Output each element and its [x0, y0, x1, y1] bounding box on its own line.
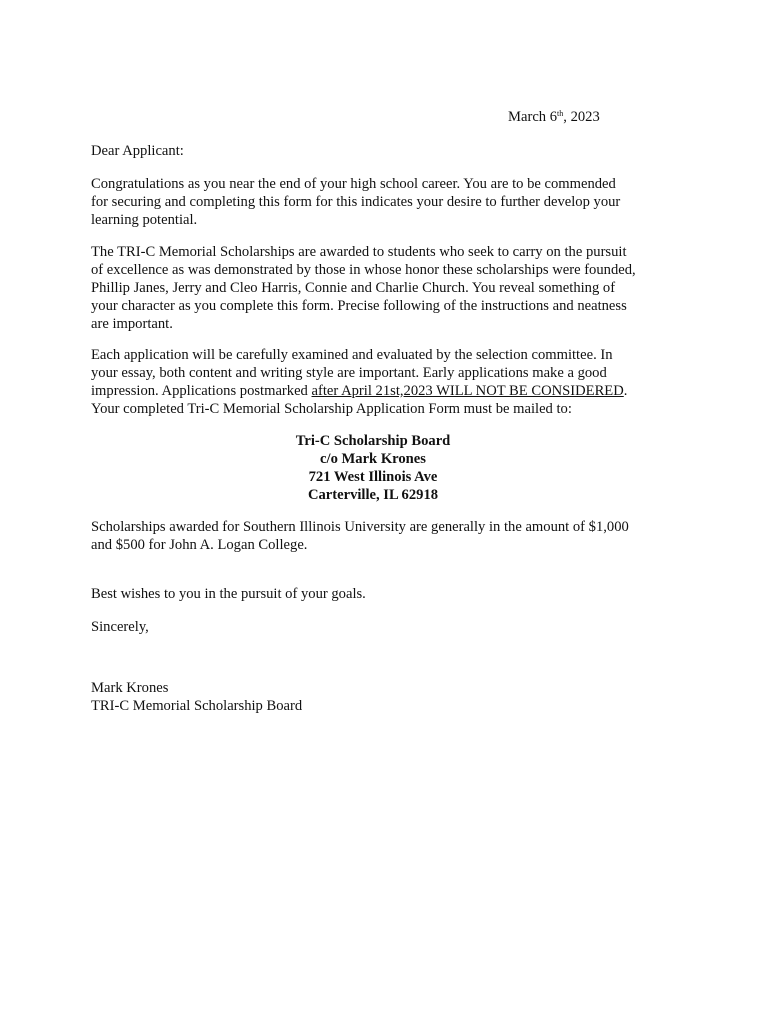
signature-name: Mark Krones — [91, 680, 169, 696]
deadline-prefix: impression. Applications postmarked — [91, 383, 312, 399]
paragraph-line: for securing and completing this form for this indicates your desire to further develop your — [91, 194, 621, 210]
address-line: Tri-C Scholarship Board — [295, 433, 451, 449]
salutation — [91, 142, 671, 160]
best-wishes-text: Best wishes to you in the pursuit of your goals. — [91, 586, 366, 602]
paragraph-line: your essay, both content and writing style are important. Early applications make a good — [91, 365, 607, 381]
closing — [91, 618, 671, 636]
paragraph-award-amounts — [91, 518, 671, 554]
mailing-address — [0, 432, 746, 504]
paragraph-line: and $500 for John A. Logan College. — [91, 537, 308, 553]
deadline-suffix: . — [623, 383, 628, 399]
signature-organization: TRI-C Memorial Scholarship Board — [91, 698, 303, 714]
salutation-text: Dear Applicant: — [91, 143, 184, 159]
best-wishes — [91, 585, 671, 603]
paragraph-line: Phillip Janes, Jerry and Cleo Harris, Connie and Charlie Church. You reveal something of — [91, 280, 616, 296]
paragraph-congratulations — [91, 175, 671, 229]
letter-date — [508, 108, 600, 126]
closing-text: Sincerely, — [91, 619, 149, 635]
paragraph-line: Congratulations as you near the end of your high school career. You are to be commended — [91, 176, 616, 192]
paragraph-line: of excellence as was demonstrated by those in whose honor these scholarships were founded, — [91, 262, 636, 278]
paragraph-line-deadline — [91, 382, 671, 400]
address-line: c/o Mark Krones — [320, 451, 426, 467]
paragraph-application-instructions — [91, 346, 671, 418]
paragraph-line: Each application will be carefully examined and evaluated by the selection committee. In — [91, 347, 613, 363]
date-month-day: March 6 — [508, 109, 558, 125]
deadline-warning: after April 21st,2023 WILL NOT BE CONSIDERED — [311, 383, 624, 399]
signature-block — [91, 679, 671, 715]
date-year: , 2023 — [563, 109, 600, 125]
address-line: Carterville, IL 62918 — [307, 487, 439, 503]
paragraph-line: are important. — [91, 316, 173, 332]
paragraph-line: your character as you complete this form. Precise following of the instructions and neatness — [91, 298, 627, 314]
paragraph-line: Scholarships awarded for Southern Illinois University are generally in the amount of $1,000 — [91, 519, 629, 535]
paragraph-line: Your completed Tri-C Memorial Scholarship Application Form must be mailed to: — [91, 401, 572, 417]
paragraph-line: The TRI-C Memorial Scholarships are awarded to students who seek to carry on the pursuit — [91, 244, 627, 260]
paragraph-line: learning potential. — [91, 212, 198, 228]
address-line: 721 West Illinois Ave — [308, 469, 438, 485]
date-suffix: th — [557, 109, 564, 118]
paragraph-scholarship-description — [91, 243, 671, 333]
